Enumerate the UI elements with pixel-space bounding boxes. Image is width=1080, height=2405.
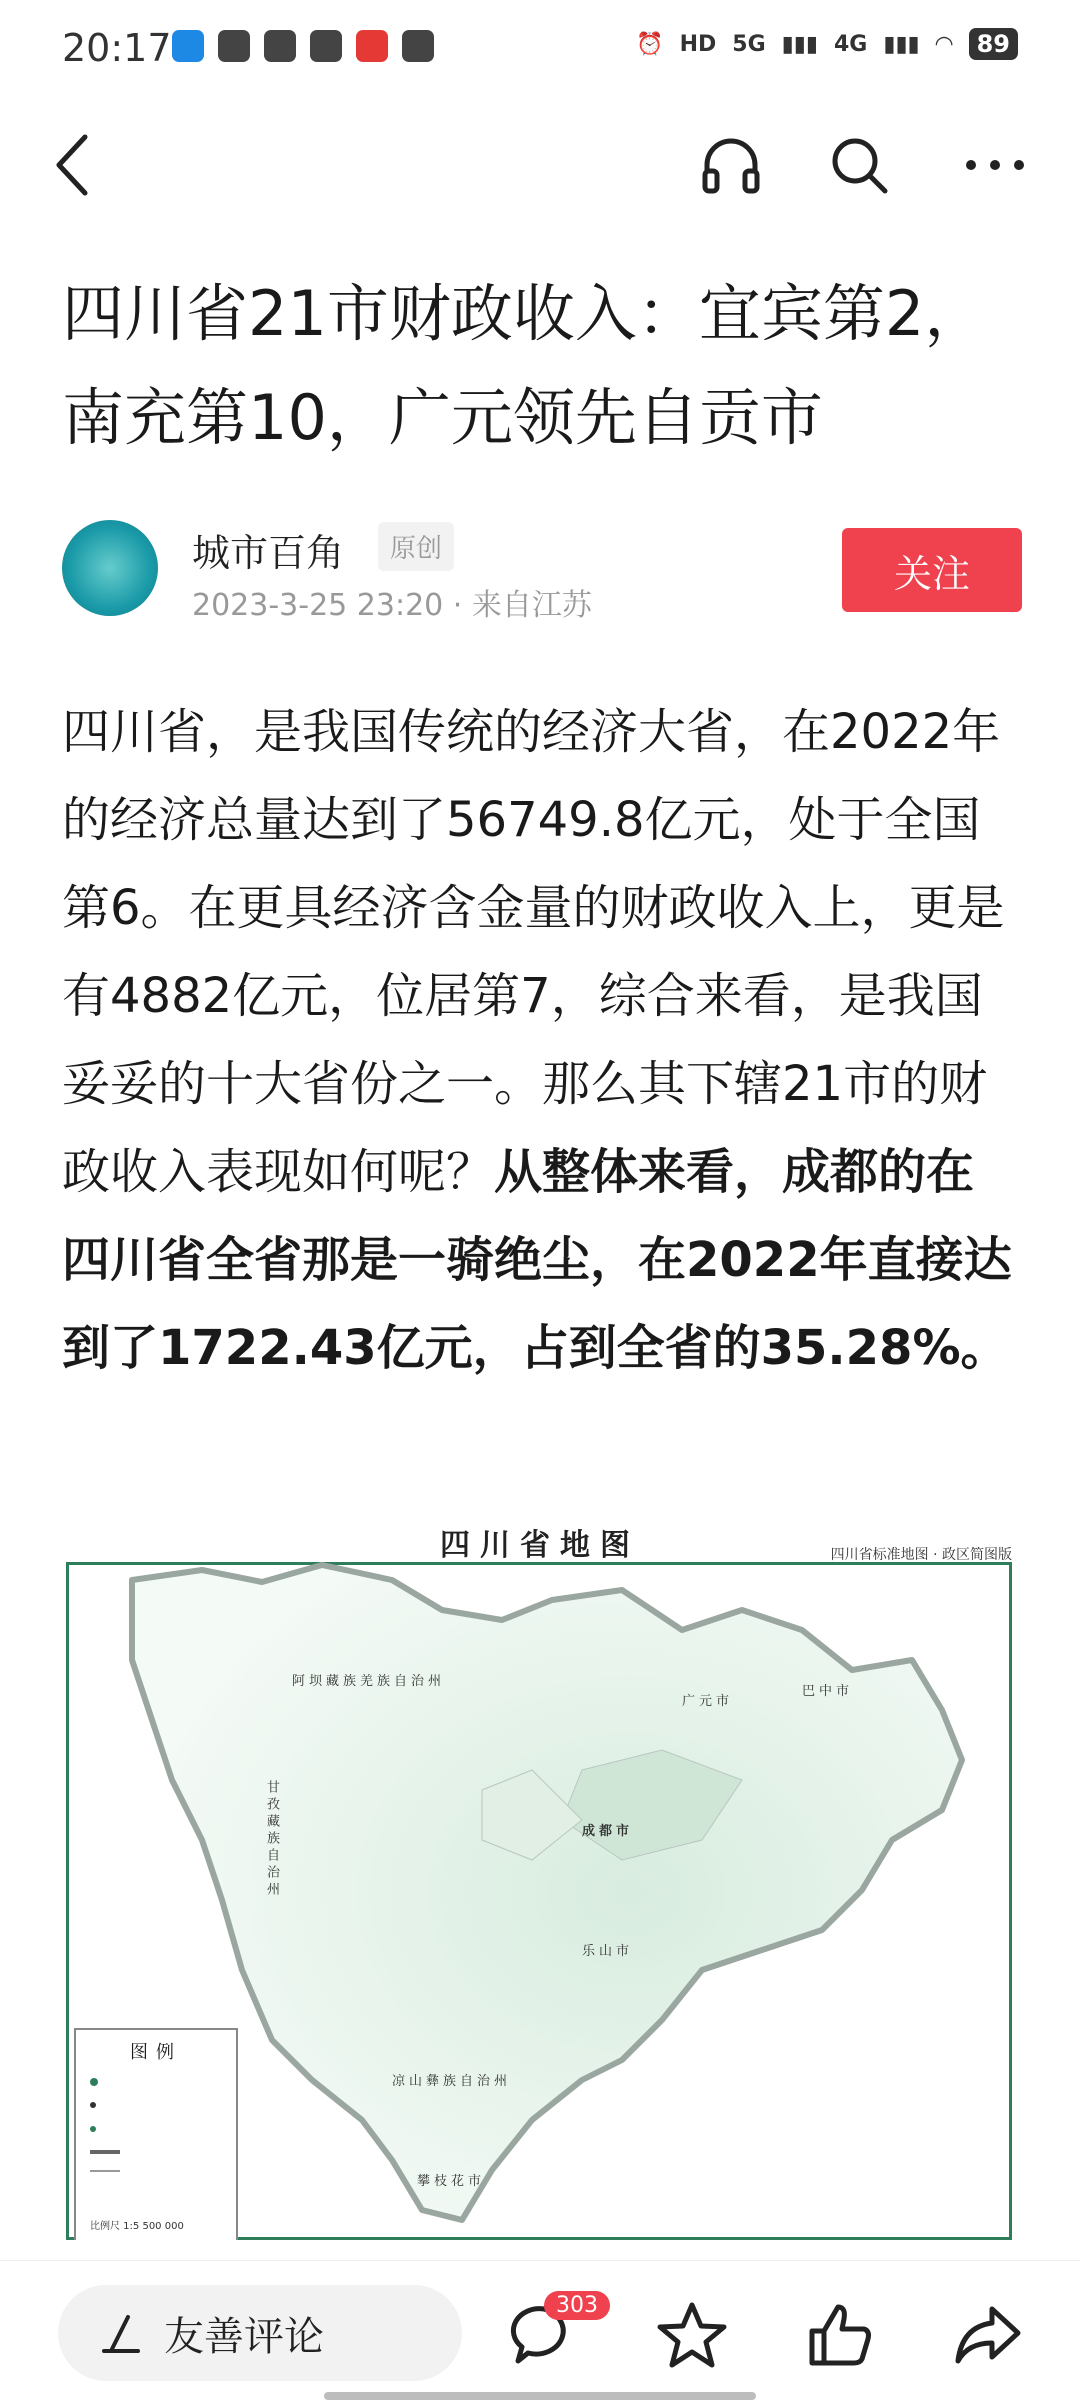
search-button[interactable] [824, 130, 894, 200]
status-bar [0, 0, 1080, 100]
follow-button[interactable]: 关注 [842, 528, 1022, 612]
map-region-label: 甘孜藏族自治州 [264, 1780, 279, 1899]
app-notification-icon [264, 30, 296, 62]
map-region-label: 乐山市 [582, 1944, 634, 1959]
signal-icon: ▮▮▮ [883, 31, 920, 57]
wifi-icon: ◠ [935, 31, 953, 57]
article-body [62, 688, 1022, 1392]
author-meta [192, 580, 592, 624]
legend-symbol [90, 2126, 96, 2132]
chevron-left-icon [53, 133, 93, 197]
status-indicators [636, 28, 1018, 60]
map-region-label: 凉山彝族自治州 [392, 2074, 512, 2089]
publish-location: · 来自江苏 [452, 588, 592, 623]
article-title: 四川省21市财政收入：宜宾第2，南充第10，广元领先自贡市 [62, 277, 987, 454]
map-region-label: 阿坝藏族羌族自治州 [292, 1674, 446, 1689]
thumbs-up-icon[interactable] [804, 2299, 876, 2371]
app-notification-icon [310, 30, 342, 62]
map-region-label: 攀枝花市 [417, 2174, 486, 2189]
listen-button[interactable] [696, 130, 766, 200]
battery-indicator: 89 [969, 28, 1018, 60]
network-4g-indicator: 4G [833, 31, 868, 57]
app-notification-icon [356, 30, 388, 62]
pen-icon [98, 2309, 146, 2357]
app-notification-icon [218, 30, 250, 62]
back-button[interactable] [38, 130, 108, 200]
star-icon[interactable] [656, 2299, 728, 2371]
network-5g-indicator: 5G [732, 31, 766, 57]
author-row [62, 520, 1022, 623]
legend-symbol [90, 2170, 120, 2172]
publish-date: 2023-3-25 23:20 [192, 588, 444, 623]
sichuan-map-image[interactable] [62, 1520, 1018, 2240]
author-avatar[interactable] [62, 520, 158, 616]
signal-icon: ▮▮▮ [781, 31, 818, 57]
map-title: 四川省地图 [440, 1528, 640, 1563]
comment-count-badge: 303 [544, 2291, 610, 2320]
alarm-icon: ⏰ [636, 31, 664, 57]
app-notification-icon [172, 30, 204, 62]
top-toolbar [0, 110, 1080, 220]
map-region-label: 成都市 [582, 1824, 634, 1839]
notification-icons [172, 30, 434, 62]
legend-symbol [90, 2102, 96, 2108]
status-time: 20:17 [62, 26, 172, 70]
app-notification-icon [402, 30, 434, 62]
original-badge: 原创 [378, 522, 454, 571]
legend-symbol [90, 2078, 98, 2086]
hd-icon: HD [679, 31, 717, 57]
map-region-label: 巴中市 [802, 1684, 854, 1699]
more-button[interactable] [960, 130, 1030, 200]
search-icon [827, 133, 891, 197]
article-bold-text: 从整体来看，成都的在四川省全省那是一骑绝尘，在2022年直接达到了1722.43亿元，占到全省的35.28%。 [62, 1144, 1012, 1376]
headphones-icon [699, 133, 763, 197]
article-paragraph: 四川省，是我国传统的经济大省，在2022年的经济总量达到了56749.8亿元，处于全国第6。在更具经济含金量的财政收入上，更是有4882亿元，位居第7，综合来看，是我国妥妥的十大省份之一。那么其下辖21市的财政收入表现如何呢？ [62, 704, 1005, 1200]
home-indicator[interactable] [324, 2392, 756, 2400]
more-dots-icon [963, 155, 1027, 175]
comment-input[interactable] [58, 2285, 462, 2381]
legend-symbol [90, 2150, 120, 2154]
legend-title: 图例 [130, 2042, 182, 2063]
map-scale: 比例尺 1:5 500 000 [90, 2221, 184, 2232]
map-subtitle: 四川省标准地图 · 政区简图版 [830, 1547, 1012, 1563]
map-legend [74, 2028, 238, 2240]
share-icon[interactable] [952, 2299, 1024, 2371]
map-region-label: 广元市 [682, 1694, 734, 1709]
comment-placeholder: 友善评论 [164, 2313, 324, 2360]
bottom-action-bar [0, 2260, 1080, 2405]
author-name[interactable]: 城市百角 [192, 531, 345, 575]
